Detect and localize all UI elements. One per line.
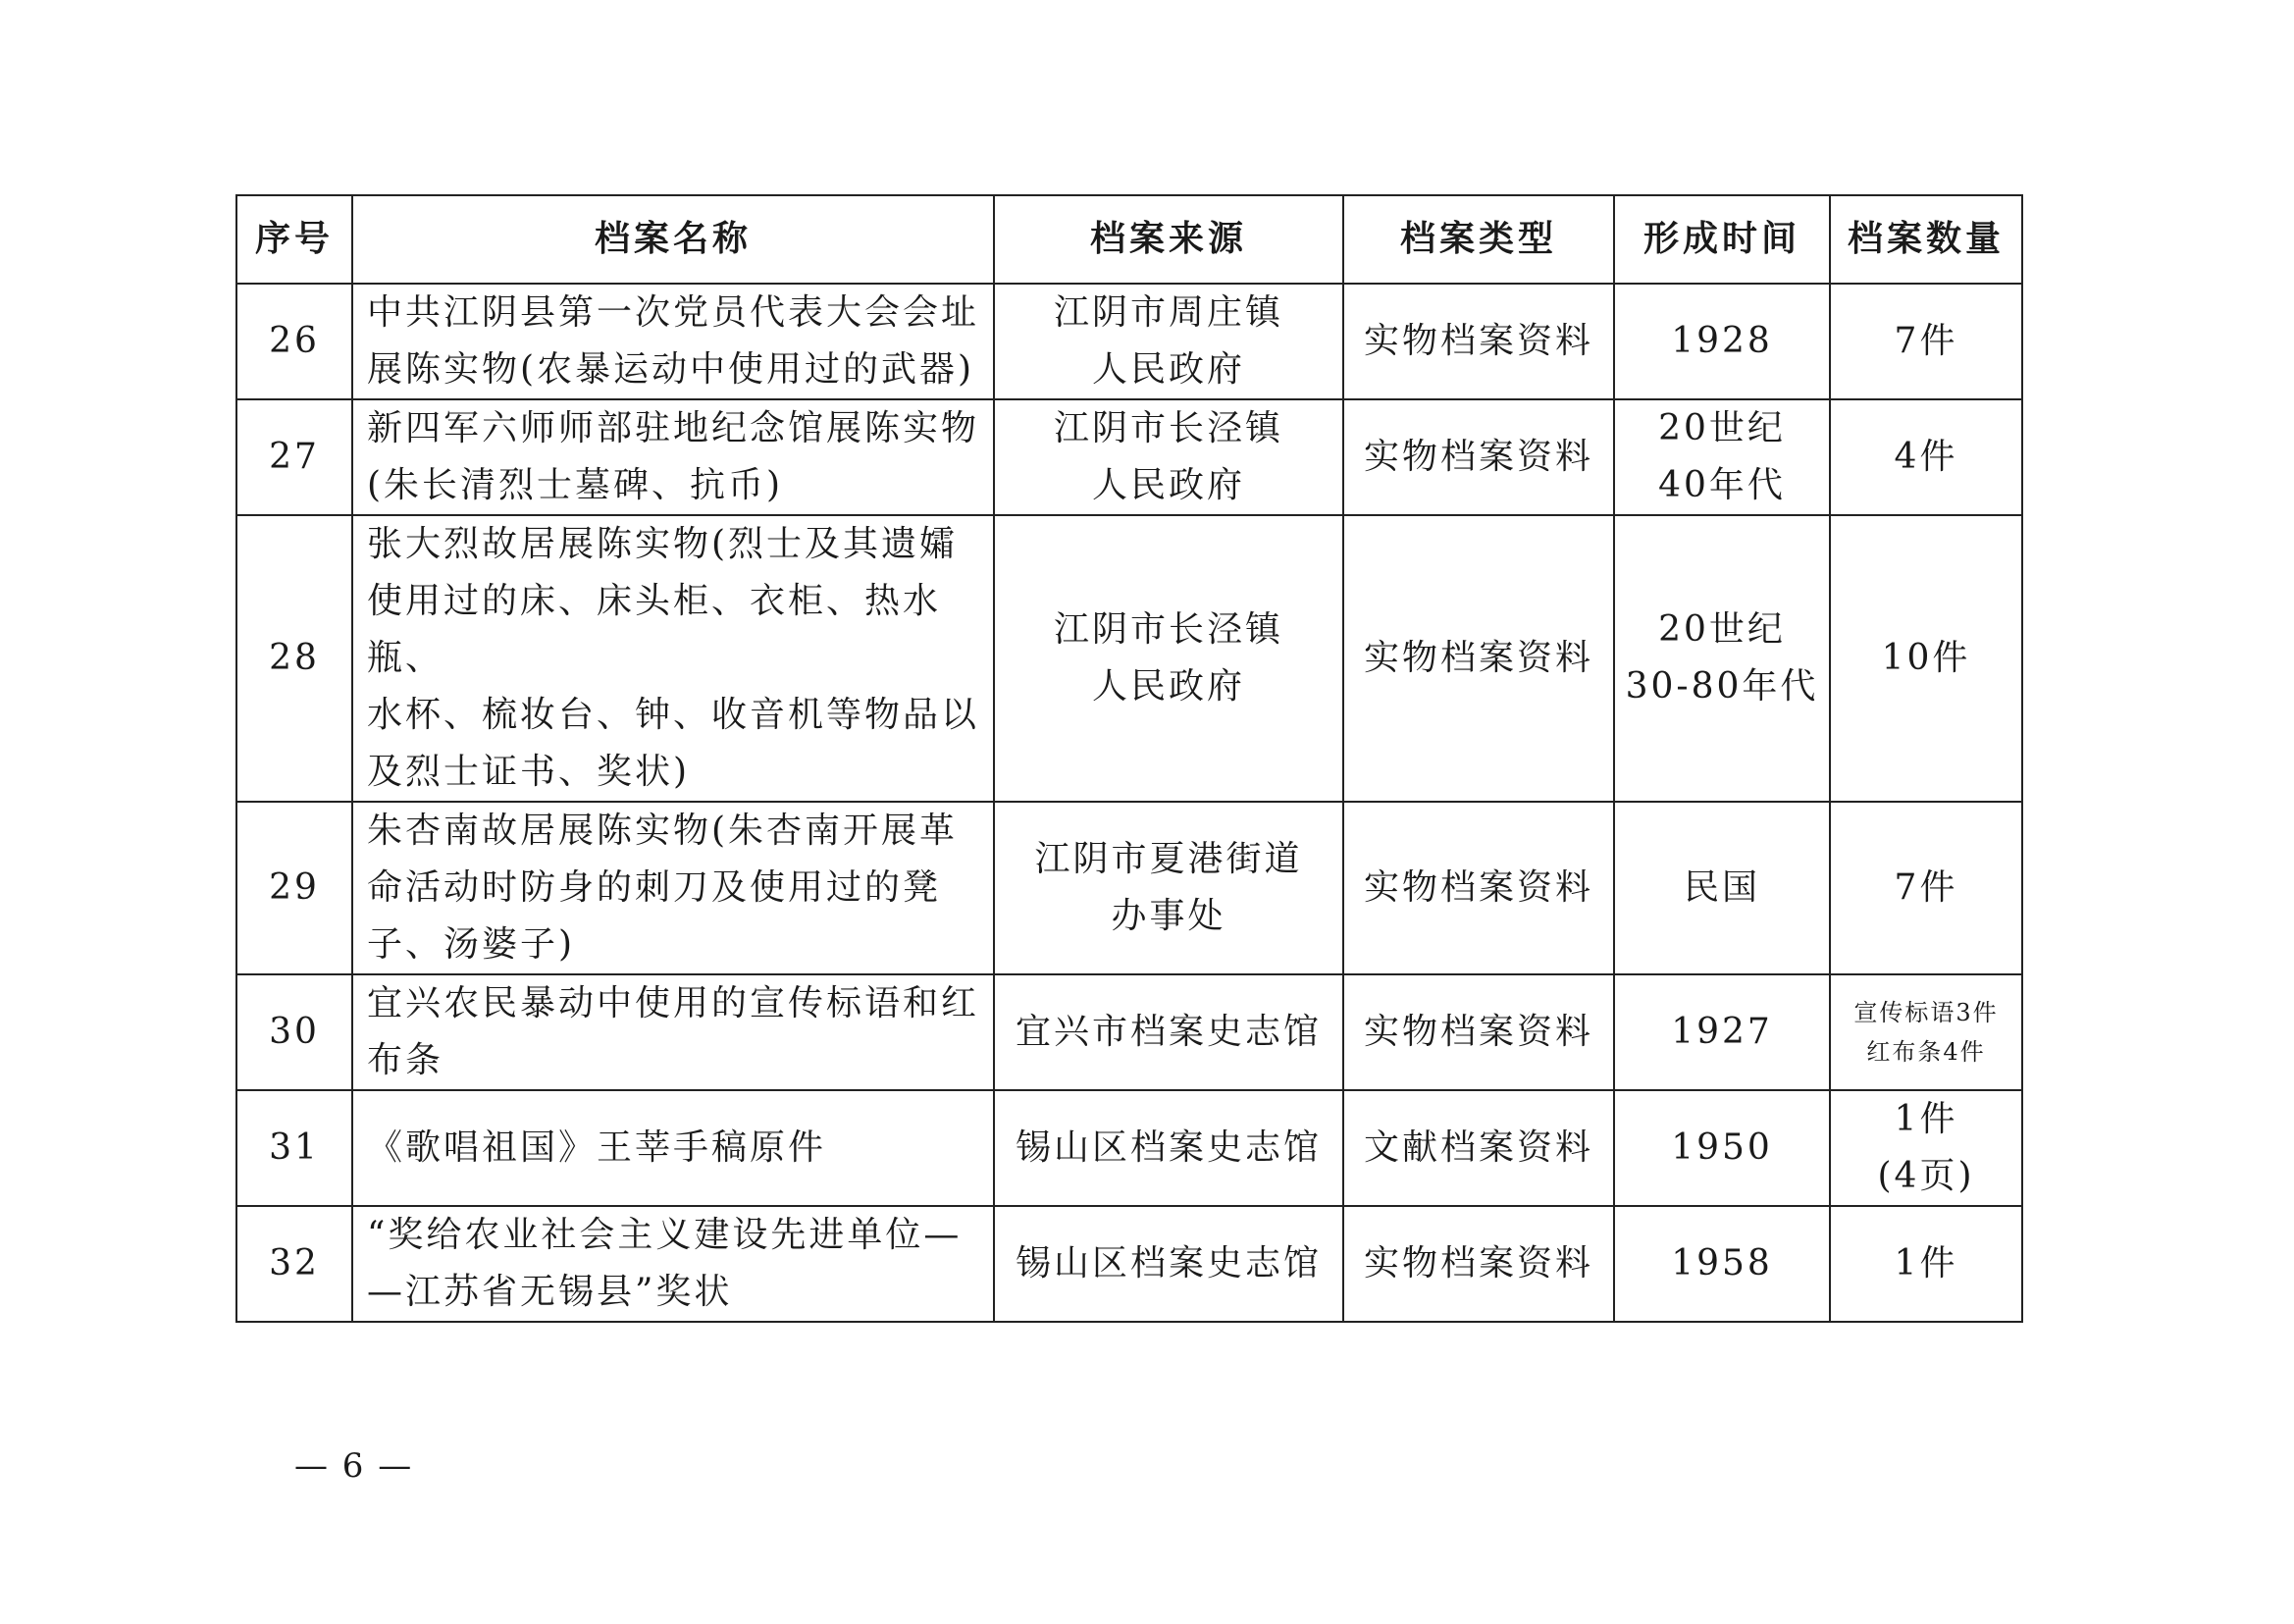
cell-name-line: 展陈实物(农暴运动中使用过的武器) <box>367 349 975 390</box>
cell-source <box>994 515 1343 802</box>
cell-time <box>1614 1206 1830 1322</box>
cell-quantity <box>1830 1090 2022 1206</box>
cell-no: 26 <box>236 284 352 399</box>
cell-name-line: 宜兴农民暴动中使用的宣传标语和红 <box>367 983 980 1023</box>
archive-table <box>235 194 2023 1323</box>
cell-name <box>352 974 994 1090</box>
cell-time <box>1614 284 1830 399</box>
cell-type: 实物档案资料 <box>1343 515 1614 802</box>
cell-name-line: 张大烈故居展陈实物(烈士及其遗孀 <box>367 524 959 564</box>
header-time: 形成时间 <box>1614 195 1830 284</box>
cell-name-line: 水杯、梳妆台、钟、收音机等物品以 <box>367 695 980 735</box>
cell-source-line: 宜兴市档案史志馆 <box>1015 1012 1322 1052</box>
cell-source <box>994 284 1343 399</box>
cell-quantity-line: 7件 <box>1894 867 1958 908</box>
cell-quantity-line: 红布条4件 <box>1866 1038 1986 1066</box>
cell-time-line: 1950 <box>1671 1127 1773 1168</box>
cell-source-line: 锡山区档案史志馆 <box>1015 1127 1322 1168</box>
cell-name-line: —江苏省无锡县”奖状 <box>367 1272 733 1312</box>
cell-quantity-line: 1件 <box>1894 1243 1958 1283</box>
table-header <box>236 195 2022 284</box>
cell-time <box>1614 1090 1830 1206</box>
cell-source-line: 江阴市周庄镇 <box>1053 292 1283 333</box>
cell-source <box>994 802 1343 974</box>
table-row <box>236 284 2022 399</box>
cell-name-line: 朱杏南故居展陈实物(朱杏南开展革 <box>367 811 959 851</box>
cell-quantity-line: (4页) <box>1877 1156 1975 1196</box>
header-no: 序号 <box>236 195 352 284</box>
cell-quantity-line: 宣传标语3件 <box>1853 999 1999 1026</box>
cell-name-line: 使用过的床、床头柜、衣柜、热水瓶、 <box>367 581 942 678</box>
cell-time-line: 民国 <box>1683 867 1760 908</box>
cell-name-line: 子、汤婆子) <box>367 924 576 965</box>
cell-time-line: 1958 <box>1671 1243 1773 1283</box>
cell-name-line: 新四军六师师部驻地纪念馆展陈实物 <box>367 408 980 448</box>
header-source: 档案来源 <box>994 195 1343 284</box>
page-number: — 6 — <box>294 1446 414 1486</box>
cell-name <box>352 1206 994 1322</box>
cell-name <box>352 1090 994 1206</box>
header-quantity: 档案数量 <box>1830 195 2022 284</box>
cell-name-line: 命活动时防身的刺刀及使用过的凳 <box>367 867 942 908</box>
cell-time <box>1614 399 1830 515</box>
cell-source-line: 办事处 <box>1111 896 1226 936</box>
cell-time <box>1614 515 1830 802</box>
cell-quantity <box>1830 974 2022 1090</box>
cell-type: 文献档案资料 <box>1343 1090 1614 1206</box>
cell-no: 29 <box>236 802 352 974</box>
cell-time-line: 1928 <box>1671 321 1773 361</box>
cell-type: 实物档案资料 <box>1343 974 1614 1090</box>
table-body <box>236 284 2022 1322</box>
cell-quantity-line: 1件 <box>1894 1099 1958 1139</box>
table-row <box>236 974 2022 1090</box>
table-row <box>236 515 2022 802</box>
cell-name-line: 《歌唱祖国》王莘手稿原件 <box>367 1127 827 1168</box>
cell-quantity <box>1830 284 2022 399</box>
cell-name-line: 中共江阴县第一次党员代表大会会址 <box>367 292 980 333</box>
cell-quantity <box>1830 802 2022 974</box>
cell-time-line: 40年代 <box>1658 465 1786 505</box>
table-row <box>236 399 2022 515</box>
cell-time <box>1614 974 1830 1090</box>
header-row <box>236 195 2022 284</box>
cell-time-line: 20世纪 <box>1658 609 1786 650</box>
table-row <box>236 802 2022 974</box>
cell-source-line: 江阴市长泾镇 <box>1053 408 1283 448</box>
cell-quantity-line: 4件 <box>1894 437 1958 477</box>
cell-name-line: (朱长清烈士墓碑、抗币) <box>367 465 784 505</box>
cell-time-line: 1927 <box>1671 1012 1773 1052</box>
cell-no: 32 <box>236 1206 352 1322</box>
cell-name-line: 布条 <box>367 1040 444 1080</box>
cell-quantity-line: 7件 <box>1894 321 1958 361</box>
cell-source-line: 锡山区档案史志馆 <box>1015 1243 1322 1283</box>
cell-type: 实物档案资料 <box>1343 1206 1614 1322</box>
cell-name <box>352 284 994 399</box>
cell-source <box>994 974 1343 1090</box>
cell-name <box>352 515 994 802</box>
cell-name <box>352 399 994 515</box>
header-name: 档案名称 <box>352 195 994 284</box>
cell-type: 实物档案资料 <box>1343 284 1614 399</box>
table-row <box>236 1090 2022 1206</box>
cell-type: 实物档案资料 <box>1343 802 1614 974</box>
cell-time <box>1614 802 1830 974</box>
cell-quantity-line: 10件 <box>1881 638 1971 678</box>
cell-no: 30 <box>236 974 352 1090</box>
cell-source-line: 江阴市长泾镇 <box>1053 609 1283 650</box>
cell-source-line: 人民政府 <box>1091 349 1245 390</box>
cell-time-line: 30-80年代 <box>1625 666 1819 707</box>
cell-quantity <box>1830 399 2022 515</box>
cell-name <box>352 802 994 974</box>
cell-source <box>994 1090 1343 1206</box>
cell-source-line: 人民政府 <box>1091 465 1245 505</box>
cell-source <box>994 399 1343 515</box>
cell-source-line: 人民政府 <box>1091 666 1245 707</box>
cell-name-line: 及烈士证书、奖状) <box>367 752 691 792</box>
cell-quantity <box>1830 515 2022 802</box>
cell-no: 28 <box>236 515 352 802</box>
cell-time-line: 20世纪 <box>1658 408 1786 448</box>
cell-no: 27 <box>236 399 352 515</box>
cell-name-line: “奖给农业社会主义建设先进单位— <box>367 1215 963 1255</box>
header-type: 档案类型 <box>1343 195 1614 284</box>
cell-source-line: 江阴市夏港街道 <box>1034 839 1303 879</box>
cell-type: 实物档案资料 <box>1343 399 1614 515</box>
cell-source <box>994 1206 1343 1322</box>
cell-no: 31 <box>236 1090 352 1206</box>
cell-quantity <box>1830 1206 2022 1322</box>
table-row <box>236 1206 2022 1322</box>
